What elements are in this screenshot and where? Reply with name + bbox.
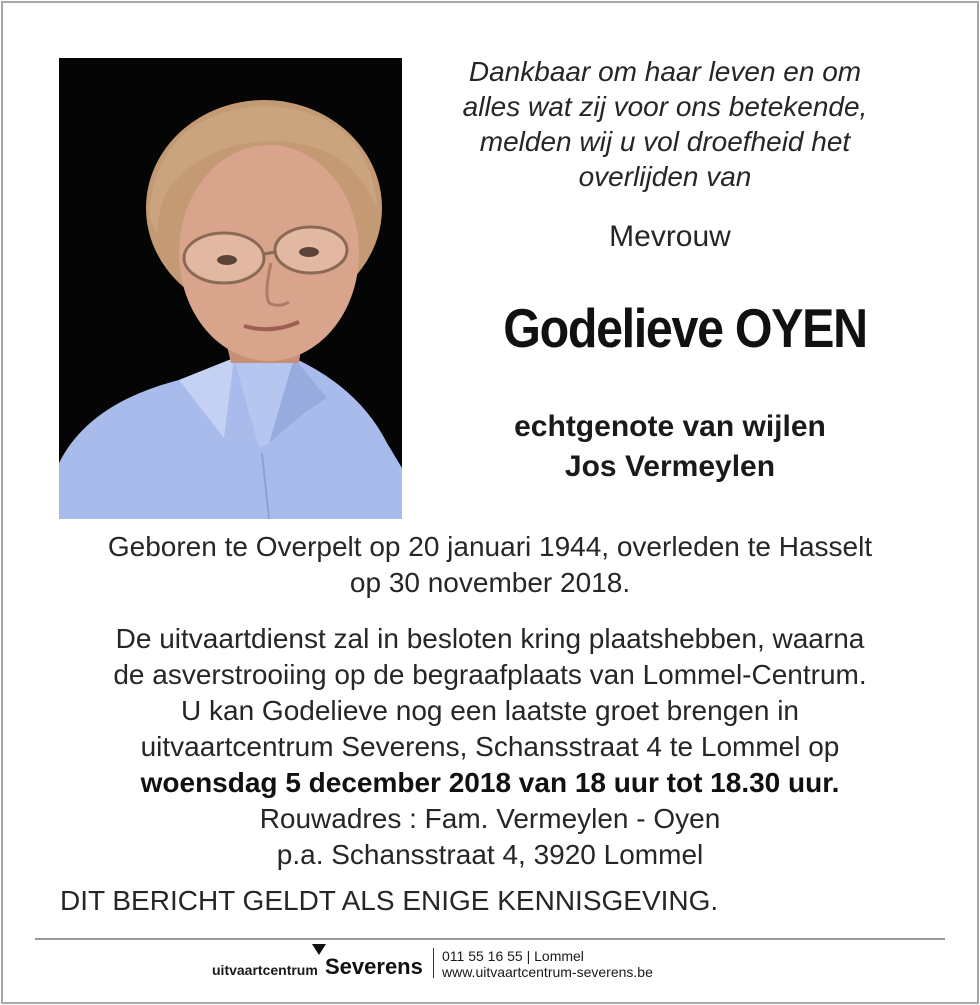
service-line: de asverstrooiing op de begraafplaats van Lommel-Centrum. bbox=[113, 659, 867, 690]
phone-location: 011 55 16 55 | Lommel bbox=[442, 948, 584, 964]
birth-death-info bbox=[20, 529, 960, 601]
intro-text bbox=[410, 54, 920, 194]
mourning-address-line: Rouwadres : Fam. Vermeylen - Oyen bbox=[259, 803, 721, 834]
funeral-home-contact bbox=[442, 948, 653, 980]
portrait-photo bbox=[59, 58, 402, 519]
spouse-relation: echtgenote van wijlen bbox=[514, 410, 826, 443]
honorific: Mevrouw bbox=[609, 220, 731, 253]
intro-line: Dankbaar om haar leven en om bbox=[468, 56, 862, 87]
service-line: U kan Godelieve nog een laatste groet brengen in bbox=[181, 695, 799, 726]
mourning-address-line: p.a. Schansstraat 4, 3920 Lommel bbox=[276, 839, 704, 870]
portrait-illustration bbox=[59, 58, 402, 519]
logo-name: Severens bbox=[325, 954, 423, 979]
visitation-datetime: woensdag 5 december 2018 van 18 uur tot 18.30 uur. bbox=[140, 767, 840, 798]
footer-separator bbox=[433, 948, 434, 978]
intro-line: melden wij u vol droefheid het bbox=[479, 126, 851, 157]
logo-prefix: uitvaartcentrum bbox=[212, 962, 318, 978]
intro-line: overlijden van bbox=[578, 161, 752, 192]
spouse-info bbox=[400, 407, 940, 487]
deceased-name: Godelieve OYEN bbox=[503, 297, 867, 359]
service-line: De uitvaartdienst zal in besloten kring plaatshebben, waarna bbox=[115, 623, 865, 654]
spouse-name: Jos Vermeylen bbox=[564, 450, 776, 483]
service-info bbox=[20, 621, 960, 873]
birth-death-line: op 30 november 2018. bbox=[349, 567, 631, 598]
intro-line: alles wat zij voor ons betekende, bbox=[462, 91, 868, 122]
website-link[interactable]: www.uitvaartcentrum-severens.be bbox=[442, 964, 653, 980]
service-line: uitvaartcentrum Severens, Schansstraat 4 te Lommel op bbox=[140, 731, 840, 762]
birth-death-line: Geboren te Overpelt op 20 januari 1944, overleden te Hasselt bbox=[107, 531, 873, 562]
official-notice: DIT BERICHT GELDT ALS ENIGE KENNISGEVING. bbox=[60, 885, 719, 916]
logo-triangle-icon bbox=[312, 944, 326, 955]
footer-divider bbox=[35, 938, 945, 940]
